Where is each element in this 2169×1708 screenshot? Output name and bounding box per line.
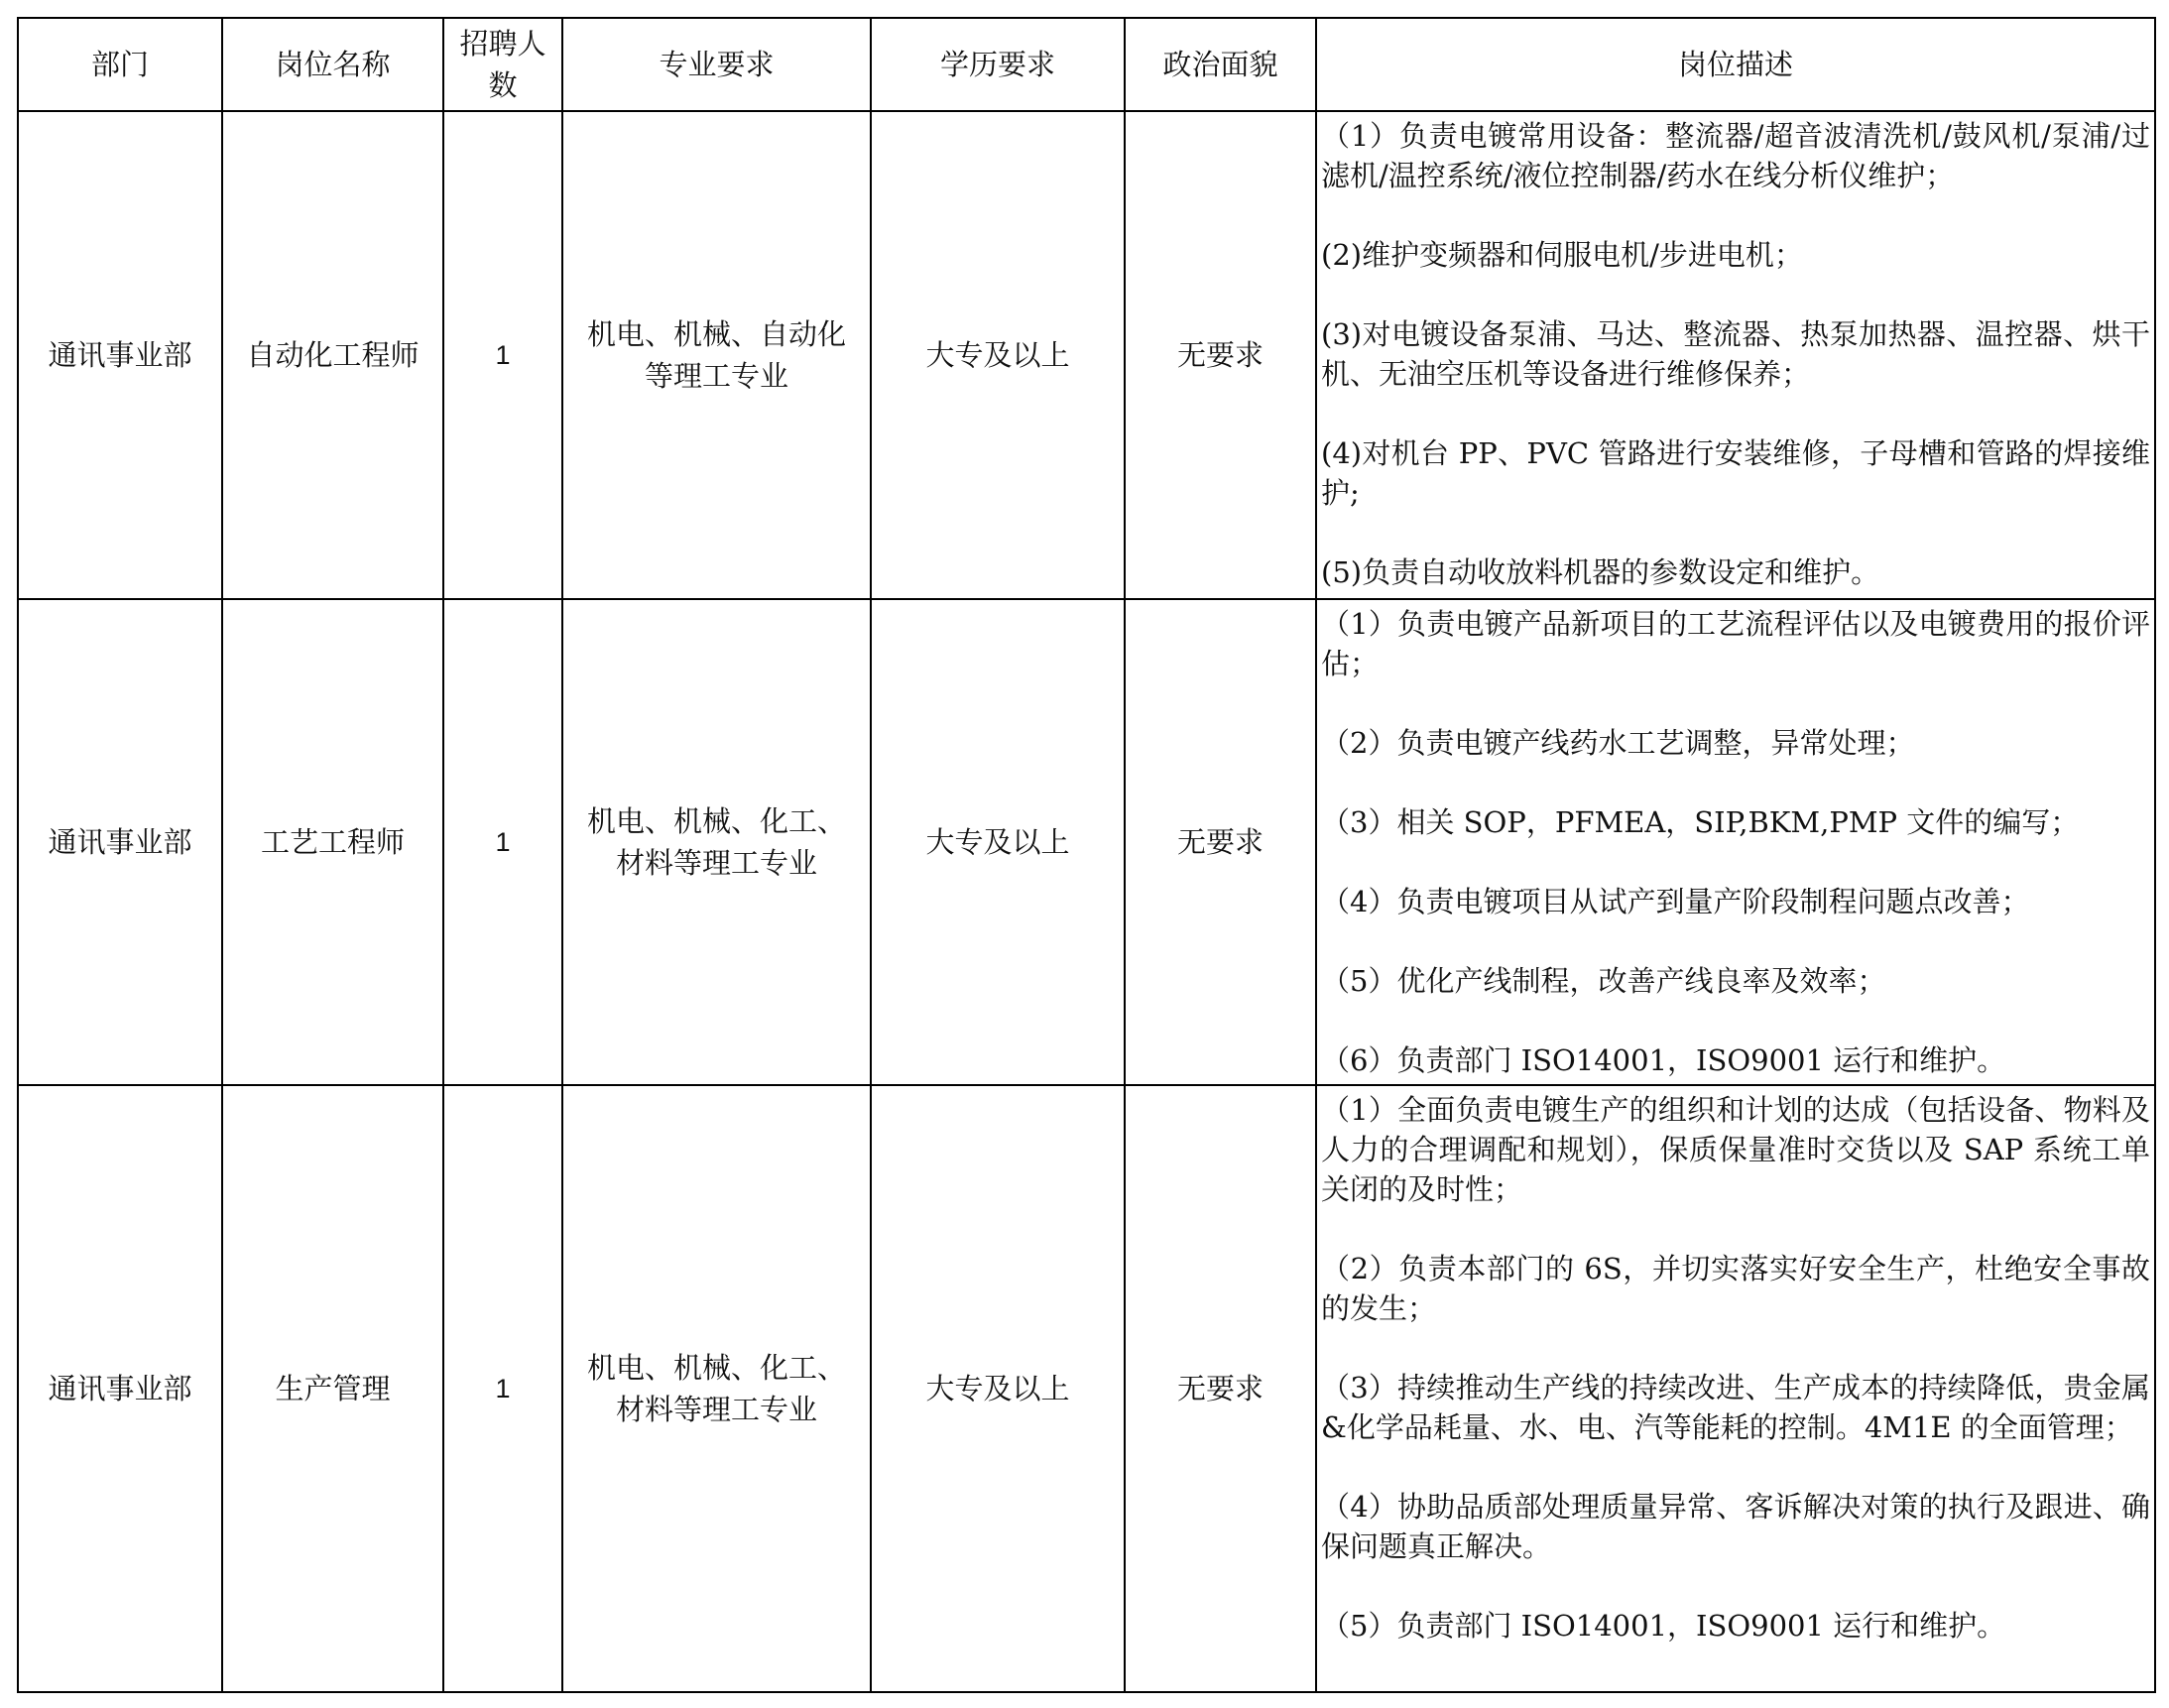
cell-education: 大专及以上 <box>871 1085 1125 1692</box>
table-row <box>18 1085 2155 1692</box>
table-header <box>18 18 2155 111</box>
cell-major <box>562 599 871 1085</box>
header-description: 岗位描述 <box>1316 18 2155 111</box>
header-row <box>18 18 2155 111</box>
description-item: （2）负责本部门的 6S，并切实落实好安全生产，杜绝安全事故的发生； <box>1321 1252 2150 1325</box>
cell-title: 工艺工程师 <box>222 599 443 1085</box>
cell-count: 1 <box>443 111 562 599</box>
description-item: （1）负责电镀产品新项目的工艺流程评估以及电镀费用的报价评估； <box>1321 607 2150 680</box>
header-title: 岗位名称 <box>222 18 443 111</box>
header-dept: 部门 <box>18 18 222 111</box>
cell-description <box>1316 111 2155 599</box>
cell-education: 大专及以上 <box>871 599 1125 1085</box>
description-item: （2）负责电镀产线药水工艺调整，异常处理； <box>1321 726 1915 760</box>
description-item: (2)维护变频器和伺服电机/步进电机； <box>1321 238 1803 272</box>
cell-political: 无要求 <box>1125 1085 1316 1692</box>
recruitment-table <box>17 17 2156 1693</box>
description-item: (4)对机台 PP、PVC 管路进行安装维修，子母槽和管路的焊接维护; <box>1321 436 2150 510</box>
major-text: 机电、机械、化工、材料等理工专业 <box>586 1351 846 1426</box>
cell-dept: 通讯事业部 <box>18 599 222 1085</box>
header-major: 专业要求 <box>562 18 871 111</box>
header-count-line2: 数 <box>488 68 518 102</box>
description-item: （4）负责电镀项目从试产到量产阶段制程问题点改善； <box>1321 885 2030 918</box>
cell-political: 无要求 <box>1125 111 1316 599</box>
description-item: （3）相关 SOP，PFMEA，SIP,BKM,PMP 文件的编写； <box>1321 805 2080 839</box>
table-row <box>18 599 2155 1085</box>
cell-political: 无要求 <box>1125 599 1316 1085</box>
description-item: （4）协助品质部处理质量异常、客诉解决对策的执行及跟进、确保问题真正解决。 <box>1321 1490 2150 1563</box>
cell-dept: 通讯事业部 <box>18 1085 222 1692</box>
header-count-line1: 招聘人 <box>459 27 546 61</box>
cell-count: 1 <box>443 1085 562 1692</box>
description-item: （3）持续推动生产线的持续改进、生产成本的持续降低，贵金属&化学品耗量、水、电、汽等能耗的控制。4M1E 的全面管理； <box>1321 1371 2150 1444</box>
cell-major <box>562 111 871 599</box>
description-item: （1）负责电镀常用设备：整流器/超音波清洗机/鼓风机/泵浦/过滤机/温控系统/液位控制器/药水在线分析仪维护； <box>1321 119 2150 192</box>
cell-education: 大专及以上 <box>871 111 1125 599</box>
header-political: 政治面貌 <box>1125 18 1316 111</box>
major-text: 机电、机械、化工、材料等理工专业 <box>586 804 846 880</box>
header-education: 学历要求 <box>871 18 1125 111</box>
cell-count: 1 <box>443 599 562 1085</box>
description-item: (5)负责自动收放料机器的参数设定和维护。 <box>1321 555 1880 589</box>
description-item: （1）全面负责电镀生产的组织和计划的达成（包括设备、物料及人力的合理调配和规划），保质保量准时交货以及 SAP 系统工单关闭的及时性； <box>1321 1093 2150 1206</box>
major-text: 机电、机械、自动化等理工专业 <box>586 317 846 393</box>
description-item: (3)对电镀设备泵浦、马达、整流器、热泵加热器、温控器、烘干机、无油空压机等设备进行维修保养； <box>1321 317 2150 391</box>
description-item: （5）优化产线制程，改善产线良率及效率； <box>1321 964 1886 998</box>
cell-title: 生产管理 <box>222 1085 443 1692</box>
table-body <box>18 111 2155 1692</box>
description-item: （5）负责部门 ISO14001，ISO9001 运行和维护。 <box>1321 1609 2006 1643</box>
description-item: （6）负责部门 ISO14001，ISO9001 运行和维护。 <box>1321 1043 2006 1077</box>
cell-description <box>1316 1085 2155 1692</box>
cell-description <box>1316 599 2155 1085</box>
cell-title: 自动化工程师 <box>222 111 443 599</box>
header-count <box>443 18 562 111</box>
cell-dept: 通讯事业部 <box>18 111 222 599</box>
table-row <box>18 111 2155 599</box>
cell-major <box>562 1085 871 1692</box>
